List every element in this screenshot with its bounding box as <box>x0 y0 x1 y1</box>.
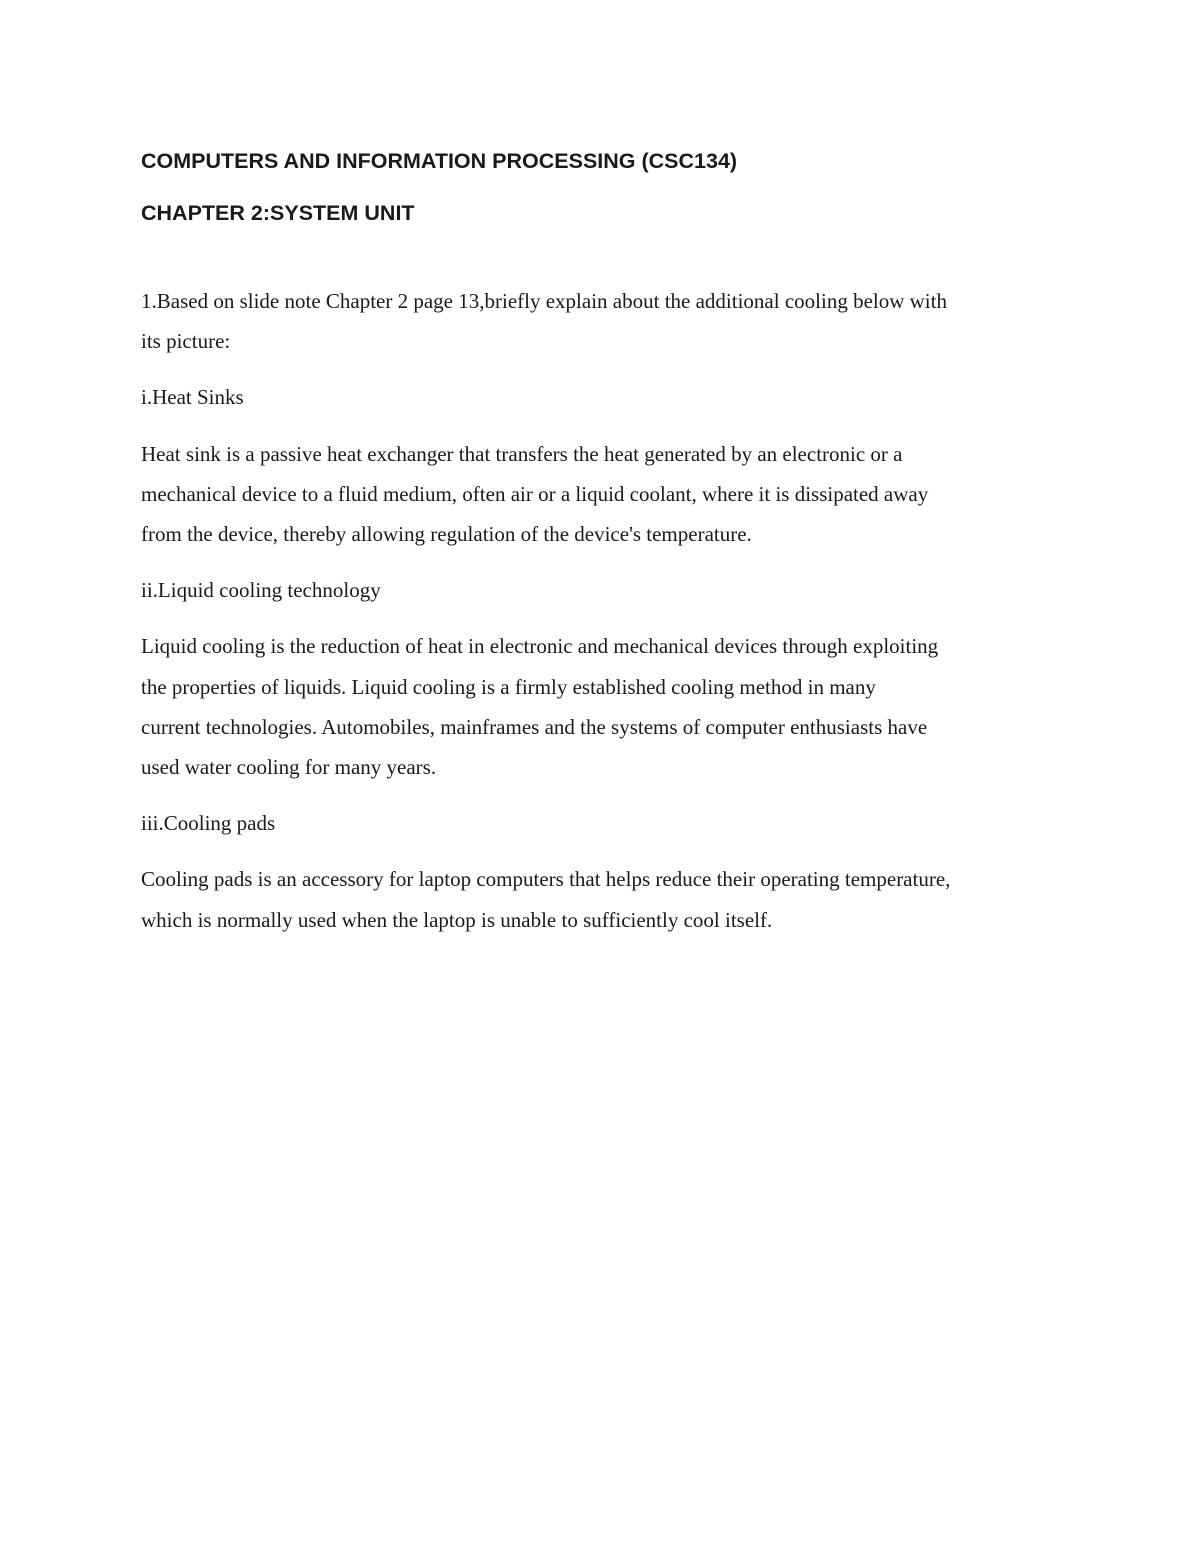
paragraph-line: Heat sink is a passive heat exchanger that transfers the heat generated by an electronic or a <box>141 441 903 466</box>
section-paragraph-cooling-pads <box>141 859 1061 939</box>
chapter-heading: CHAPTER 2:SYSTEM UNIT <box>141 201 415 225</box>
paragraph-line: Liquid cooling is the reduction of heat in electronic and mechanical devices through exploiting <box>141 634 939 659</box>
question-line: its picture: <box>141 329 231 354</box>
paragraph-line: current technologies. Automobiles, mainframes and the systems of computer enthusiasts have <box>141 714 928 739</box>
paragraph-line: Cooling pads is an accessory for laptop computers that helps reduce their operating temperature, <box>141 867 951 892</box>
question-line: 1.Based on slide note Chapter 2 page 13,briefly explain about the additional cooling below with <box>141 289 947 313</box>
section-heading-liquid-cooling: ii.Liquid cooling technology <box>141 578 381 603</box>
section-paragraph-liquid-cooling <box>141 626 1061 787</box>
question-paragraph <box>141 281 1061 361</box>
paragraph-line: the properties of liquids. Liquid cooling is a firmly established cooling method in many <box>141 674 876 699</box>
paragraph-line: mechanical device to a fluid medium, often air or a liquid coolant, where it is dissipated away <box>141 481 929 506</box>
paragraph-line: from the device, thereby allowing regulation of the device's temperature. <box>141 522 752 547</box>
section-heading-heat-sinks: i.Heat Sinks <box>141 385 244 410</box>
section-paragraph-heat-sinks <box>141 434 1061 555</box>
paragraph-line: which is normally used when the laptop is unable to sufficiently cool itself. <box>141 907 773 932</box>
document-title: COMPUTERS AND INFORMATION PROCESSING (CSC134) <box>141 149 738 173</box>
document-content <box>141 141 1061 956</box>
paragraph-line: used water cooling for many years. <box>141 755 437 780</box>
section-heading-cooling-pads: iii.Cooling pads <box>141 811 276 836</box>
